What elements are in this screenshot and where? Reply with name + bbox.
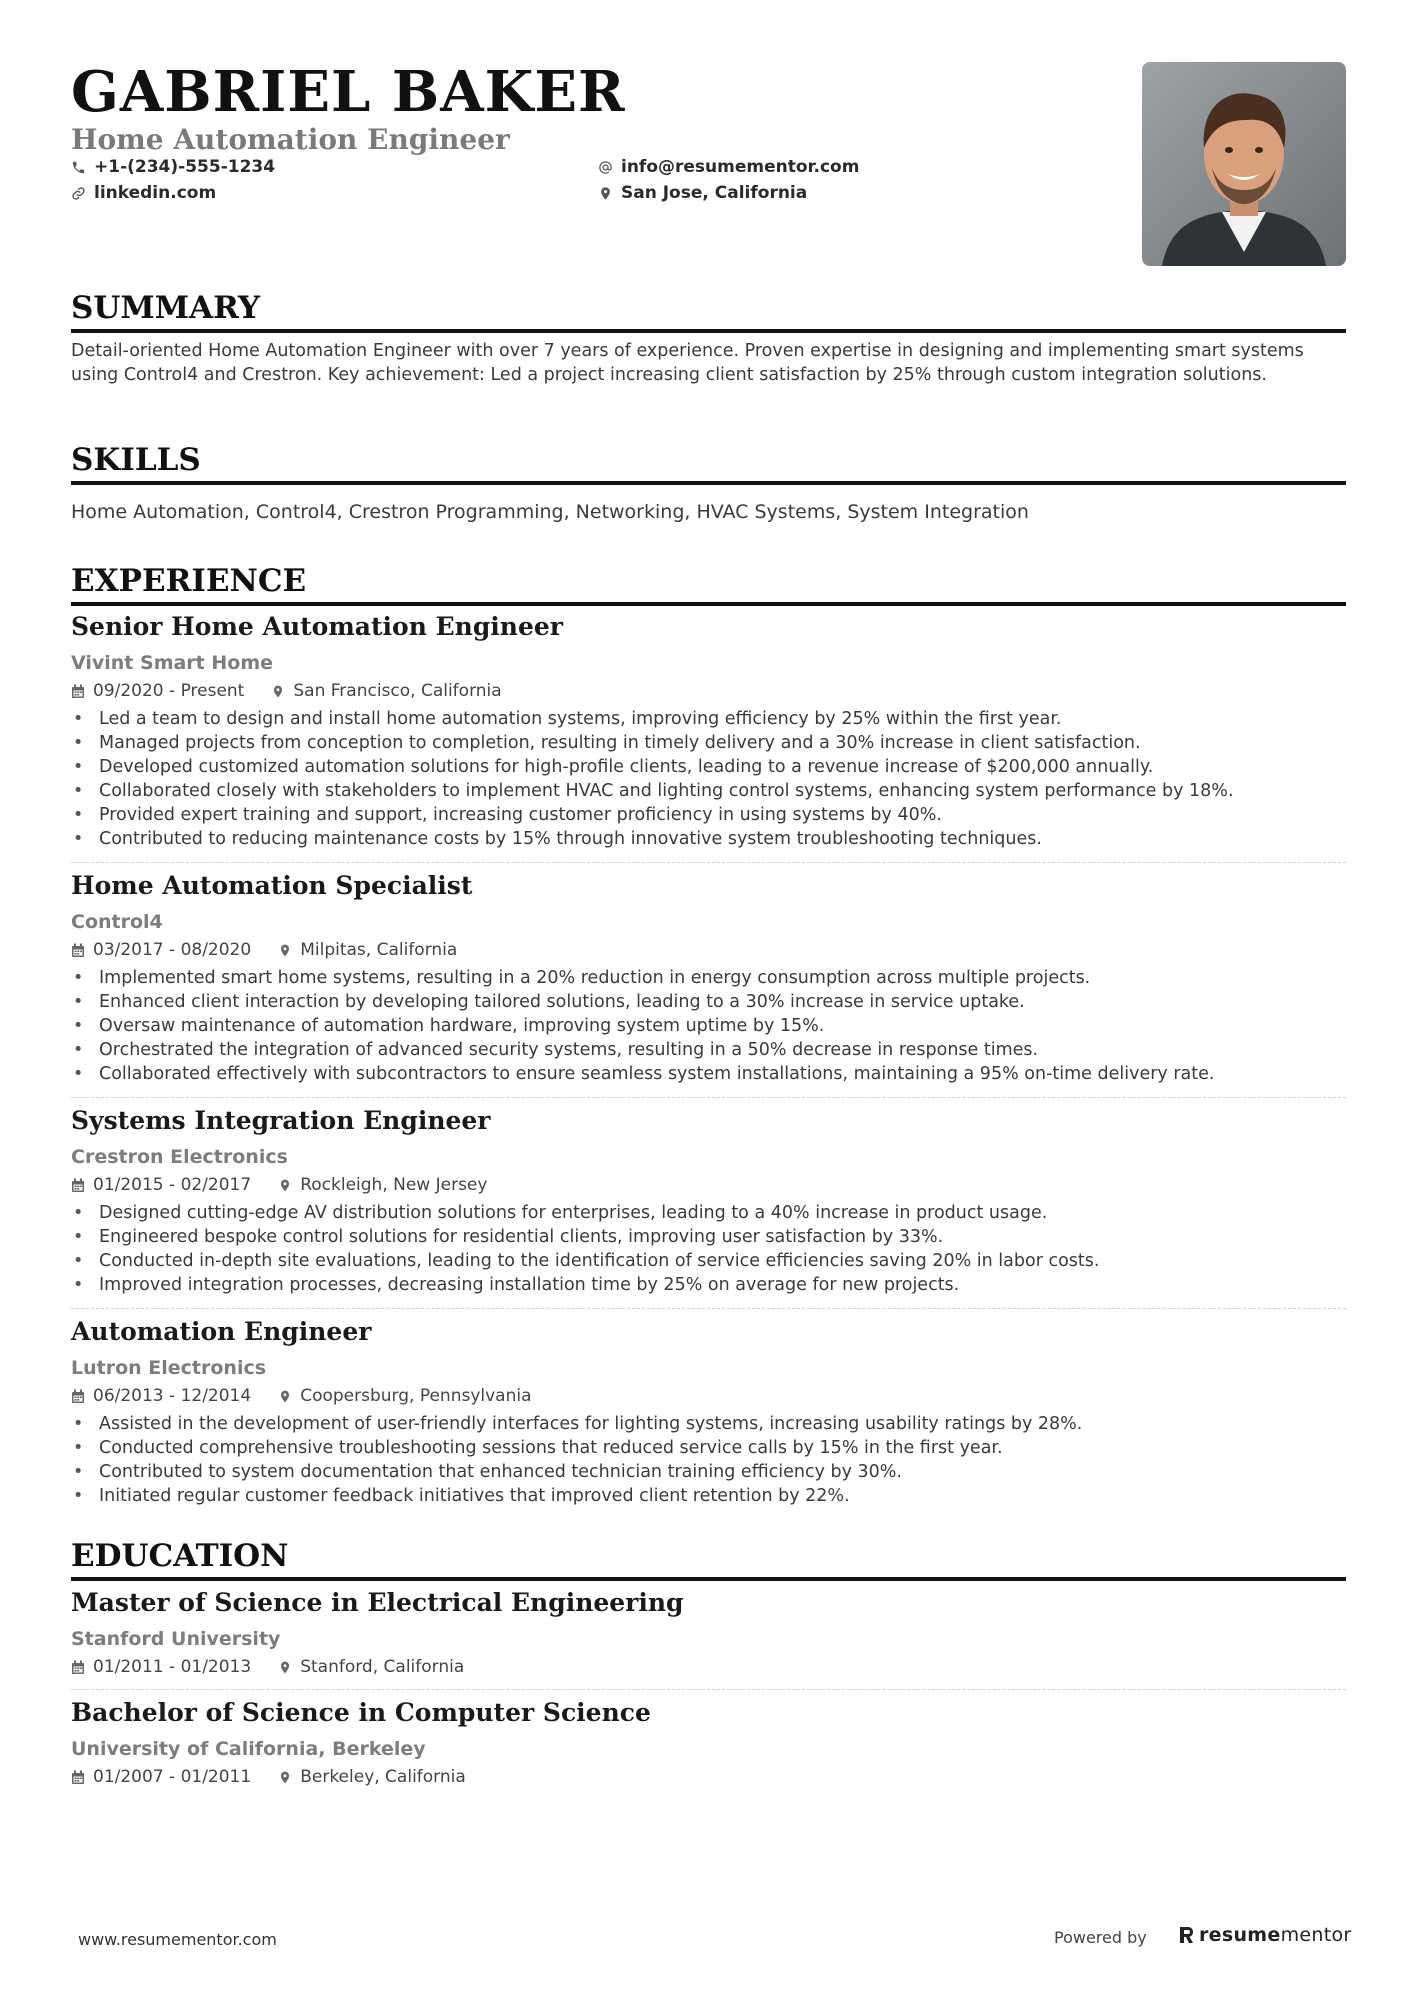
link-icon bbox=[71, 186, 86, 201]
experience-heading: EXPERIENCE bbox=[71, 562, 1346, 606]
profile-photo bbox=[1142, 62, 1346, 266]
job-meta bbox=[71, 1173, 1346, 1197]
experience-item bbox=[71, 1105, 1346, 1309]
at-icon bbox=[598, 160, 613, 175]
map-pin-icon bbox=[271, 684, 285, 699]
phone-icon bbox=[71, 160, 86, 175]
job-role: Systems Integration Engineer bbox=[71, 1106, 491, 1135]
job-location: Coopersburg, Pennsylvania bbox=[300, 1386, 532, 1406]
calendar-icon bbox=[71, 943, 85, 958]
degree-title: Bachelor of Science in Computer Science bbox=[71, 1698, 651, 1727]
job-company: Control4 bbox=[71, 911, 163, 933]
contact-phone bbox=[71, 157, 275, 177]
job-bullets bbox=[71, 966, 1346, 1086]
email-text[interactable]: info@resumementor.com bbox=[621, 157, 860, 177]
calendar-icon bbox=[71, 684, 85, 699]
map-pin-icon bbox=[598, 186, 613, 201]
job-role: Automation Engineer bbox=[71, 1317, 372, 1346]
job-meta bbox=[71, 679, 1346, 703]
job-company: Lutron Electronics bbox=[71, 1357, 267, 1379]
brand-name-bold: resume bbox=[1199, 1924, 1281, 1946]
summary-text: Detail-oriented Home Automation Engineer with over 7 years of experience. Proven expertise in designing and implementing smart systems using Control4 and Crestron. Key achievement: Led a project increasing client satisfaction by 25% through custom integration solutions. bbox=[71, 341, 1304, 385]
job-role: Senior Home Automation Engineer bbox=[71, 612, 563, 641]
job-location: Milpitas, California bbox=[300, 940, 458, 960]
school-name: University of California, Berkeley bbox=[71, 1738, 426, 1760]
contact-location bbox=[598, 183, 807, 203]
skills-text: Home Automation, Control4, Crestron Programming, Networking, HVAC Systems, System Integration bbox=[71, 501, 1029, 523]
job-dates: 09/2020 - Present bbox=[93, 681, 245, 701]
list-item: • Engineered bespoke control solutions for residential clients, improving user satisfaction by 33%. bbox=[71, 1225, 1346, 1249]
location-text: San Jose, California bbox=[621, 183, 808, 203]
list-item: • Implemented smart home systems, resulting in a 20% reduction in energy consumption across multiple projects. bbox=[71, 966, 1346, 990]
phone-text: +1-(234)-555-1234 bbox=[94, 157, 276, 177]
list-item: • Conducted comprehensive troubleshooting sessions that reduced service calls by 15% in the first year. bbox=[71, 1436, 1346, 1460]
job-location: Rockleigh, New Jersey bbox=[300, 1175, 488, 1195]
map-pin-icon bbox=[278, 1389, 292, 1404]
job-headline: Home Automation Engineer bbox=[71, 123, 510, 156]
list-item: • Initiated regular customer feedback initiatives that improved client retention by 22%. bbox=[71, 1484, 1346, 1508]
list-item: • Contributed to reducing maintenance costs by 15% through innovative system troubleshooting techniques. bbox=[71, 827, 1346, 851]
job-bullets bbox=[71, 1412, 1346, 1508]
list-item: • Collaborated closely with stakeholders to implement HVAC and lighting control systems, enhancing system performance by 18%. bbox=[71, 779, 1346, 803]
list-item: • Led a team to design and install home automation systems, improving efficiency by 25% within the first year. bbox=[71, 707, 1346, 731]
education-location: Berkeley, California bbox=[300, 1767, 466, 1787]
job-meta bbox=[71, 938, 1346, 962]
education-item bbox=[71, 1697, 1346, 1797]
experience-item bbox=[71, 1316, 1346, 1516]
job-role: Home Automation Specialist bbox=[71, 871, 473, 900]
avatar bbox=[1142, 62, 1346, 266]
job-company: Vivint Smart Home bbox=[71, 652, 274, 674]
experience-item bbox=[71, 611, 1346, 863]
job-dates: 06/2013 - 12/2014 bbox=[93, 1386, 252, 1406]
job-dates: 03/2017 - 08/2020 bbox=[93, 940, 252, 960]
list-item: • Managed projects from conception to completion, resulting in timely delivery and a 30% increase in client satisfaction. bbox=[71, 731, 1346, 755]
list-item: • Contributed to system documentation that enhanced technician training efficiency by 30%. bbox=[71, 1460, 1346, 1484]
job-bullets bbox=[71, 1201, 1346, 1297]
calendar-icon bbox=[71, 1389, 85, 1404]
list-item: • Conducted in-depth site evaluations, leading to the identification of service efficiencies saving 20% in labor costs. bbox=[71, 1249, 1346, 1273]
candidate-name: GABRIEL BAKER bbox=[71, 59, 626, 125]
degree-title: Master of Science in Electrical Engineering bbox=[71, 1588, 684, 1617]
education-meta bbox=[71, 1765, 1346, 1789]
school-name: Stanford University bbox=[71, 1628, 281, 1650]
education-dates: 01/2007 - 01/2011 bbox=[93, 1767, 252, 1787]
brand-name-light: mentor bbox=[1280, 1924, 1352, 1946]
powered-by-label: Powered by bbox=[1054, 1928, 1147, 1947]
calendar-icon bbox=[71, 1178, 85, 1193]
linkedin-text[interactable]: linkedin.com bbox=[94, 183, 217, 203]
list-item: • Developed customized automation solutions for high-profile clients, leading to a revenue increase of $200,000 annually. bbox=[71, 755, 1346, 779]
footer-website[interactable]: www.resumementor.com bbox=[78, 1930, 277, 1949]
education-location: Stanford, California bbox=[300, 1657, 465, 1677]
map-pin-icon bbox=[278, 1178, 292, 1193]
resumementor-logo-icon bbox=[1178, 1925, 1194, 1945]
list-item: • Enhanced client interaction by developing tailored solutions, leading to a 30% increase in service uptake. bbox=[71, 990, 1346, 1014]
job-company: Crestron Electronics bbox=[71, 1146, 288, 1168]
map-pin-icon bbox=[278, 943, 292, 958]
education-heading: EDUCATION bbox=[71, 1537, 1346, 1581]
education-dates: 01/2011 - 01/2013 bbox=[93, 1657, 252, 1677]
experience-item bbox=[71, 870, 1346, 1098]
job-dates: 01/2015 - 02/2017 bbox=[93, 1175, 252, 1195]
list-item: • Assisted in the development of user-friendly interfaces for lighting systems, increasing usability ratings by 28%. bbox=[71, 1412, 1346, 1436]
education-meta bbox=[71, 1655, 1346, 1679]
list-item: • Oversaw maintenance of automation hardware, improving system uptime by 15%. bbox=[71, 1014, 1346, 1038]
job-bullets bbox=[71, 707, 1346, 851]
list-item: • Collaborated effectively with subcontractors to ensure seamless system installations, maintaining a 95% on-time delivery rate. bbox=[71, 1062, 1346, 1086]
skills-heading: SKILLS bbox=[71, 441, 1346, 485]
job-meta bbox=[71, 1384, 1346, 1408]
contact-email[interactable] bbox=[598, 157, 859, 177]
contact-linkedin[interactable] bbox=[71, 183, 216, 203]
list-item: • Orchestrated the integration of advanced security systems, resulting in a 50% decrease in response times. bbox=[71, 1038, 1346, 1062]
education-item bbox=[71, 1587, 1346, 1690]
map-pin-icon bbox=[278, 1770, 292, 1785]
brand-logo[interactable] bbox=[1178, 1924, 1352, 1946]
job-location: San Francisco, California bbox=[293, 681, 502, 701]
calendar-icon bbox=[71, 1660, 85, 1675]
list-item: • Improved integration processes, decreasing installation time by 25% on average for new projects. bbox=[71, 1273, 1346, 1297]
list-item: • Provided expert training and support, increasing customer proficiency in using systems by 40%. bbox=[71, 803, 1346, 827]
map-pin-icon bbox=[278, 1660, 292, 1675]
summary-heading: SUMMARY bbox=[71, 289, 1346, 333]
calendar-icon bbox=[71, 1770, 85, 1785]
list-item: • Designed cutting-edge AV distribution solutions for enterprises, leading to a 40% increase in product usage. bbox=[71, 1201, 1346, 1225]
